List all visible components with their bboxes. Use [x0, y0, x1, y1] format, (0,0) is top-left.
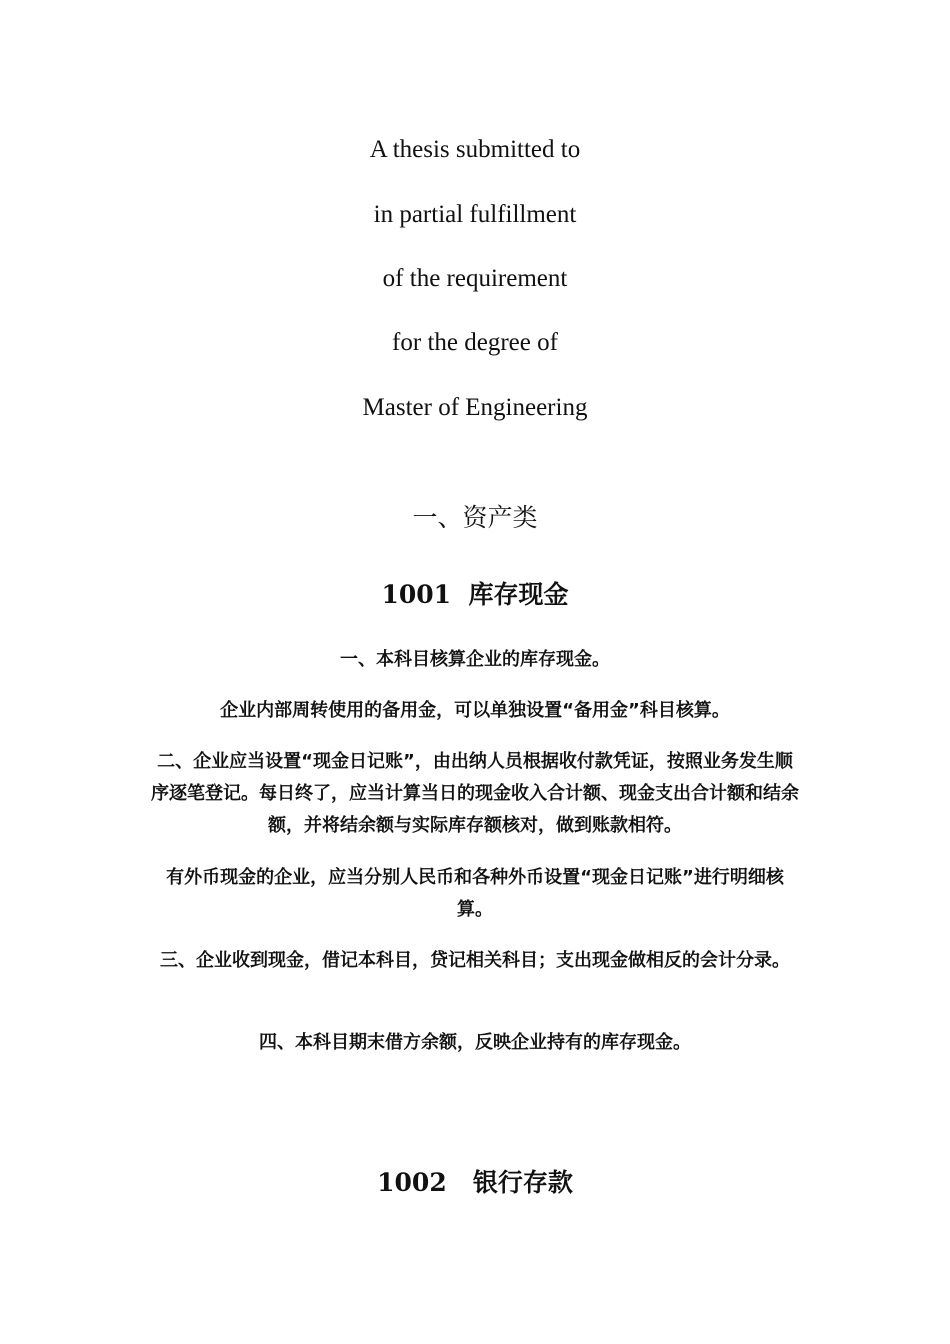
paragraph-4: 有外币现金的企业，应当分别人民币和各种外币设置“现金日记账”进行明细核算。: [166, 867, 784, 920]
account-1001-heading: 1001 库存现金: [381, 580, 569, 609]
paragraph-2: 企业内部周转使用的备用金，可以单独设置“备用金”科目核算。: [220, 700, 730, 721]
section-heading: 一、资产类: [412, 503, 538, 532]
thesis-line-degree: Master of Engineering: [362, 394, 588, 421]
paragraph-5: 三、企业收到现金，借记本科目，贷记相关科目；支出现金做相反的会计分录。: [160, 950, 790, 971]
thesis-line-3: of the requirement: [382, 265, 568, 292]
paragraph-3: 二、企业应当设置“现金日记账”，由出纳人员根据收付款凭证，按照业务发生顺序逐笔登记。每日终了，应当计算当日的现金收入合计额、现金支出合计额和结余额，并将结余额与实际库存额核对，做到账款相符。: [151, 751, 799, 836]
paragraph-6: 四、本科目期末借方余额，反映企业持有的库存现金。: [259, 1032, 691, 1053]
paragraph-1: 一、本科目核算企业的库存现金。: [340, 649, 610, 670]
account-1002-heading: 1002 银行存款: [377, 1168, 573, 1197]
thesis-line-4: for the degree of: [392, 329, 558, 356]
thesis-line-2: in partial fulfillment: [373, 201, 577, 228]
thesis-line-1: A thesis submitted to: [369, 136, 581, 163]
